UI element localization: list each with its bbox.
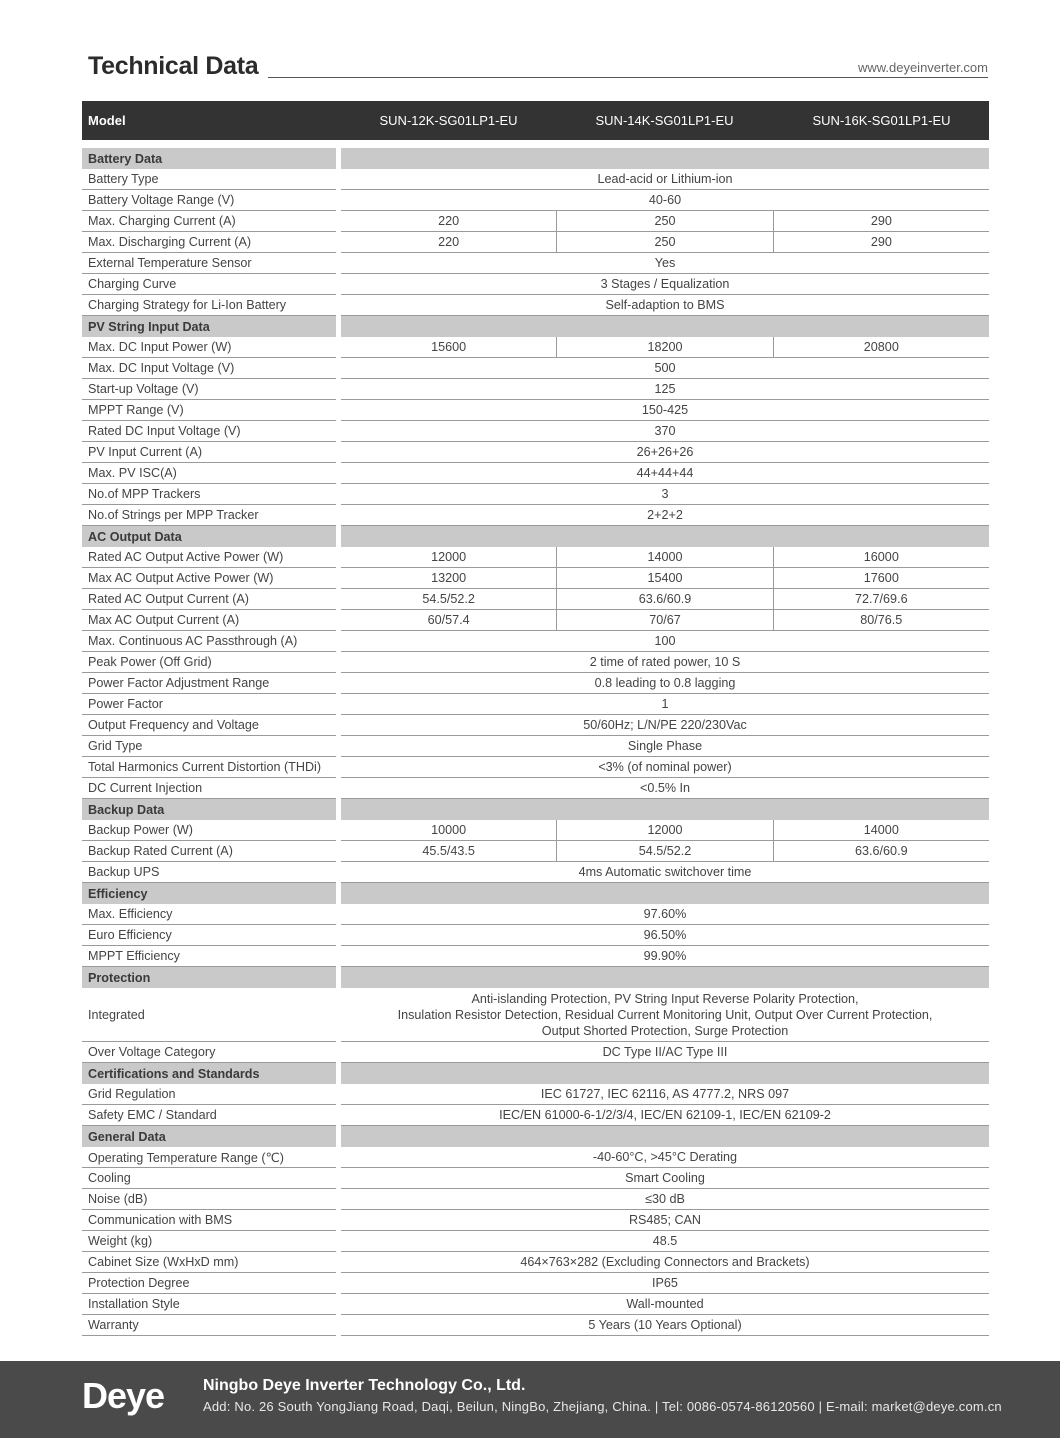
spec-value: 96.50%: [643, 928, 687, 942]
spec-row: [82, 841, 989, 862]
spec-row: [82, 169, 989, 190]
spec-label: Battery Voltage Range (V): [82, 190, 336, 211]
spec-label: PV Input Current (A): [82, 442, 336, 463]
spec-value: 370: [654, 424, 676, 438]
spec-row: [82, 904, 989, 925]
spec-value: 250: [556, 232, 772, 252]
spec-label: Rated AC Output Active Power (W): [82, 547, 336, 568]
spec-values: [341, 568, 989, 589]
spec-value: 60/57.4: [427, 613, 470, 627]
spec-values: [341, 1084, 989, 1105]
section-header-row: [82, 316, 989, 337]
spec-values: [341, 715, 989, 736]
spec-value: 17600: [773, 568, 989, 588]
spec-values: [341, 757, 989, 778]
spec-label: Charging Strategy for Li-Ion Battery: [82, 295, 336, 316]
spec-row: [82, 190, 989, 211]
section-title: Backup Data: [82, 799, 336, 820]
spec-value: 15600: [431, 340, 467, 354]
spec-row: [82, 1294, 989, 1315]
spec-values: [341, 358, 989, 379]
spec-label: Cooling: [82, 1168, 336, 1189]
spec-values: [341, 337, 989, 358]
spec-label: Backup Rated Current (A): [82, 841, 336, 862]
spec-row: [82, 295, 989, 316]
spec-label: Peak Power (Off Grid): [82, 652, 336, 673]
spec-value: 12000: [431, 550, 467, 564]
spec-row: [82, 232, 989, 253]
spec-values: [341, 295, 989, 316]
spec-value: 2+2+2: [647, 508, 683, 522]
spec-value: -40-60°C, >45°C Derating: [592, 1150, 738, 1164]
spec-value: 48.5: [652, 1234, 678, 1248]
spec-values: [341, 232, 989, 253]
spec-value: 18200: [556, 337, 772, 357]
section-header-row: [82, 148, 989, 169]
spec-label: Total Harmonics Current Distortion (THDi): [82, 757, 336, 778]
spec-row: [82, 253, 989, 274]
spec-value: Smart Cooling: [625, 1171, 705, 1185]
section-title: Protection: [82, 967, 336, 988]
spec-label: Warranty: [82, 1315, 336, 1336]
spec-value: 63.6/60.9: [556, 589, 772, 609]
spec-label: Operating Temperature Range (℃): [82, 1147, 336, 1168]
spec-value: 15400: [556, 568, 772, 588]
spec-row: [82, 463, 989, 484]
spec-values: [341, 400, 989, 421]
spec-value: 20800: [773, 337, 989, 357]
spec-label: Noise (dB): [82, 1189, 336, 1210]
section-title: Efficiency: [82, 883, 336, 904]
spec-value: 70/67: [556, 610, 772, 630]
spec-label: Max. Efficiency: [82, 904, 336, 925]
section-header-row: [82, 1126, 989, 1147]
spec-value: 250: [556, 211, 772, 231]
spec-values: [341, 1147, 989, 1168]
spec-label: Output Frequency and Voltage: [82, 715, 336, 736]
spec-values: [341, 169, 989, 190]
section-title: Certifications and Standards: [82, 1063, 336, 1084]
spec-row: [82, 715, 989, 736]
spec-row: [82, 568, 989, 589]
spec-value: 150-425: [641, 403, 689, 417]
spec-label: Rated DC Input Voltage (V): [82, 421, 336, 442]
spec-value: IEC 61727, IEC 62116, AS 4777.2, NRS 097: [540, 1087, 790, 1101]
spec-row: [82, 1105, 989, 1126]
spec-values: [341, 211, 989, 232]
spec-row: [82, 547, 989, 568]
spec-row: [82, 946, 989, 967]
spec-values: [341, 736, 989, 757]
spec-row: [82, 736, 989, 757]
spec-value: Wall-mounted: [626, 1297, 704, 1311]
spec-value: 220: [438, 235, 460, 249]
spec-row: [82, 988, 989, 1042]
section-bar: [341, 1063, 989, 1084]
spec-value: 50/60Hz; L/N/PE 220/230Vac: [583, 718, 747, 732]
spec-value: 4ms Automatic switchover time: [578, 865, 752, 879]
spec-label: MPPT Range (V): [82, 400, 336, 421]
spec-row: [82, 484, 989, 505]
spec-row: [82, 274, 989, 295]
spec-values: [341, 1273, 989, 1294]
model-name: SUN-12K-SG01LP1-EU: [379, 113, 518, 128]
spec-values: [341, 505, 989, 526]
spec-label: Battery Type: [82, 169, 336, 190]
section-bar: [341, 967, 989, 988]
section-bar: [341, 316, 989, 337]
spec-label: Max. Continuous AC Passthrough (A): [82, 631, 336, 652]
section-title: PV String Input Data: [82, 316, 336, 337]
spec-values: [341, 925, 989, 946]
spec-label: No.of Strings per MPP Tracker: [82, 505, 336, 526]
section-header-row: [82, 883, 989, 904]
spec-values: [341, 610, 989, 631]
spec-value: RS485; CAN: [628, 1213, 702, 1227]
company-name: Ningbo Deye Inverter Technology Co., Ltd.: [203, 1377, 526, 1394]
model-header-row: [82, 101, 989, 140]
section-header-row: [82, 1063, 989, 1084]
model-name: SUN-16K-SG01LP1-EU: [812, 113, 951, 128]
spec-values: [341, 946, 989, 967]
section-header-row: [82, 526, 989, 547]
spec-label: Protection Degree: [82, 1273, 336, 1294]
section-title: AC Output Data: [82, 526, 336, 547]
section-bar: [341, 799, 989, 820]
spec-label: MPPT Efficiency: [82, 946, 336, 967]
spec-label: Max AC Output Active Power (W): [82, 568, 336, 589]
spec-value: Yes: [654, 256, 676, 270]
spec-label: Backup Power (W): [82, 820, 336, 841]
spec-label: Safety EMC / Standard: [82, 1105, 336, 1126]
spec-label: No.of MPP Trackers: [82, 484, 336, 505]
spec-value: 44+44+44: [636, 466, 694, 480]
spec-values: [341, 988, 989, 1042]
spec-values: [341, 1294, 989, 1315]
section-bar: [341, 1126, 989, 1147]
spec-value: 125: [654, 382, 676, 396]
spec-label: Rated AC Output Current (A): [82, 589, 336, 610]
spec-values: [341, 1252, 989, 1273]
spec-values: [341, 1189, 989, 1210]
spec-value: ≤30 dB: [645, 1192, 685, 1206]
spec-label: Max. PV ISC(A): [82, 463, 336, 484]
spec-value: IP65: [652, 1276, 678, 1290]
spec-label: Installation Style: [82, 1294, 336, 1315]
spec-value: 3: [661, 487, 669, 501]
spec-row: [82, 379, 989, 400]
spec-row: [82, 1147, 989, 1168]
spec-row: [82, 1168, 989, 1189]
section-title: General Data: [82, 1126, 336, 1147]
spec-row: [82, 1315, 989, 1336]
spec-values: [341, 820, 989, 841]
spec-value: 220: [438, 214, 460, 228]
page-title: Technical Data: [88, 52, 259, 80]
spec-row: [82, 631, 989, 652]
spec-value: 40-60: [648, 193, 682, 207]
spec-row: [82, 862, 989, 883]
spec-row: [82, 1042, 989, 1063]
spec-row: [82, 1273, 989, 1294]
spec-values: [341, 547, 989, 568]
section-bar: [341, 148, 989, 169]
spec-value: Self-adaption to BMS: [605, 298, 725, 312]
spec-values: [341, 1315, 989, 1336]
spec-label: Max AC Output Current (A): [82, 610, 336, 631]
spec-values: [341, 778, 989, 799]
model-label: Model: [88, 113, 126, 128]
spec-value: 63.6/60.9: [773, 841, 989, 861]
spec-value: DC Type II/AC Type III: [602, 1045, 728, 1059]
section-bar: [341, 883, 989, 904]
title-rule: [268, 77, 988, 78]
spec-value: 500: [654, 361, 676, 375]
spec-label: Charging Curve: [82, 274, 336, 295]
spec-value: 97.60%: [643, 907, 687, 921]
website-link[interactable]: www.deyeinverter.com: [857, 60, 988, 75]
spec-values: [341, 274, 989, 295]
spec-values: [341, 694, 989, 715]
deye-logo: Deye: [82, 1375, 165, 1416]
spec-value: 13200: [431, 571, 467, 585]
spec-row: [82, 1084, 989, 1105]
spec-label: Grid Regulation: [82, 1084, 336, 1105]
spec-values: [341, 1105, 989, 1126]
spec-row: [82, 694, 989, 715]
spec-values: [341, 673, 989, 694]
spec-row: [82, 1210, 989, 1231]
spec-value: 72.7/69.6: [773, 589, 989, 609]
spec-row: [82, 673, 989, 694]
spec-values: [341, 1210, 989, 1231]
spec-row: [82, 652, 989, 673]
spec-value: 464×763×282 (Excluding Connectors and Brackets): [520, 1255, 810, 1269]
spec-values: [341, 652, 989, 673]
spec-value: 290: [773, 211, 989, 231]
spec-label: Max. DC Input Voltage (V): [82, 358, 336, 379]
model-name: SUN-14K-SG01LP1-EU: [595, 113, 734, 128]
spec-value: 290: [773, 232, 989, 252]
spec-value: 45.5/43.5: [422, 844, 475, 858]
spec-values: [341, 589, 989, 610]
spec-value: 26+26+26: [636, 445, 694, 459]
spec-values: [341, 463, 989, 484]
spec-label: Cabinet Size (WxHxD mm): [82, 1252, 336, 1273]
spec-label: Max. Discharging Current (A): [82, 232, 336, 253]
spec-label: DC Current Injection: [82, 778, 336, 799]
footer: [0, 1361, 1060, 1438]
section-header-row: [82, 967, 989, 988]
spec-label: Weight (kg): [82, 1231, 336, 1252]
spec-value: 10000: [431, 823, 467, 837]
spec-label: Over Voltage Category: [82, 1042, 336, 1063]
spec-values: [341, 1231, 989, 1252]
spec-value: 54.5/52.2: [422, 592, 475, 606]
spec-row: [82, 358, 989, 379]
spec-row: [82, 400, 989, 421]
spec-row: [82, 505, 989, 526]
spec-value: 0.8 leading to 0.8 lagging: [594, 676, 736, 690]
spec-values: [341, 421, 989, 442]
section-header-row: [82, 799, 989, 820]
spec-label: Grid Type: [82, 736, 336, 757]
spec-value: 3 Stages / Equalization: [600, 277, 730, 291]
spec-value: 2 time of rated power, 10 S: [589, 655, 741, 669]
spec-row: [82, 1231, 989, 1252]
spec-label: Communication with BMS: [82, 1210, 336, 1231]
spec-values: [341, 379, 989, 400]
spec-row: [82, 421, 989, 442]
spec-row: [82, 589, 989, 610]
spec-value: <0.5% In: [639, 781, 691, 795]
spec-row: [82, 757, 989, 778]
section-title: Battery Data: [82, 148, 336, 169]
spec-values: [341, 841, 989, 862]
spec-values: [341, 631, 989, 652]
spec-label: Power Factor Adjustment Range: [82, 673, 336, 694]
spec-values: [341, 862, 989, 883]
spec-label: Max. DC Input Power (W): [82, 337, 336, 358]
spec-value: 16000: [773, 547, 989, 567]
spec-row: [82, 820, 989, 841]
spec-values: [341, 484, 989, 505]
spec-row: [82, 1189, 989, 1210]
spec-label: Euro Efficiency: [82, 925, 336, 946]
spec-row: [82, 211, 989, 232]
spec-label: Integrated: [82, 988, 336, 1042]
spec-label: Start-up Voltage (V): [82, 379, 336, 400]
spec-values: [341, 442, 989, 463]
spec-table: [82, 148, 989, 1336]
spec-value: IEC/EN 61000-6-1/2/3/4, IEC/EN 62109-1, IEC/EN 62109-2: [499, 1108, 831, 1122]
spec-row: [82, 337, 989, 358]
spec-value: 14000: [556, 547, 772, 567]
spec-values: [341, 904, 989, 925]
spec-value: 1: [661, 697, 669, 711]
spec-values: [341, 1042, 989, 1063]
spec-value: Lead-acid or Lithium-ion: [597, 172, 733, 186]
spec-value: Anti-islanding Protection, PV String Input Reverse Polarity Protection, Insulation Resistor Detection, Residual Current Monitoring Unit, Output Over Current Protection, Output Shorted Protection, Surge Protection: [397, 991, 933, 1038]
spec-row: [82, 442, 989, 463]
spec-row: [82, 925, 989, 946]
spec-values: [341, 1168, 989, 1189]
spec-value: <3% (of nominal power): [598, 760, 732, 774]
spec-row: [82, 778, 989, 799]
spec-values: [341, 190, 989, 211]
company-address: Add: No. 26 South YongJiang Road, Daqi, Beilun, NingBo, Zhejiang, China. | Tel: 0086-0574-86120560 | E-mail: market@deye.com.cn: [203, 1399, 1002, 1414]
spec-value: 14000: [773, 820, 989, 840]
spec-label: Power Factor: [82, 694, 336, 715]
spec-value: 5 Years (10 Years Optional): [588, 1318, 742, 1332]
spec-value: 80/76.5: [773, 610, 989, 630]
spec-label: Backup UPS: [82, 862, 336, 883]
spec-value: 100: [654, 634, 676, 648]
spec-value: Single Phase: [627, 739, 703, 753]
spec-row: [82, 1252, 989, 1273]
spec-label: Max. Charging Current (A): [82, 211, 336, 232]
section-bar: [341, 526, 989, 547]
spec-value: 54.5/52.2: [556, 841, 772, 861]
spec-value: 99.90%: [643, 949, 687, 963]
spec-row: [82, 610, 989, 631]
spec-value: 12000: [556, 820, 772, 840]
spec-label: External Temperature Sensor: [82, 253, 336, 274]
spec-values: [341, 253, 989, 274]
